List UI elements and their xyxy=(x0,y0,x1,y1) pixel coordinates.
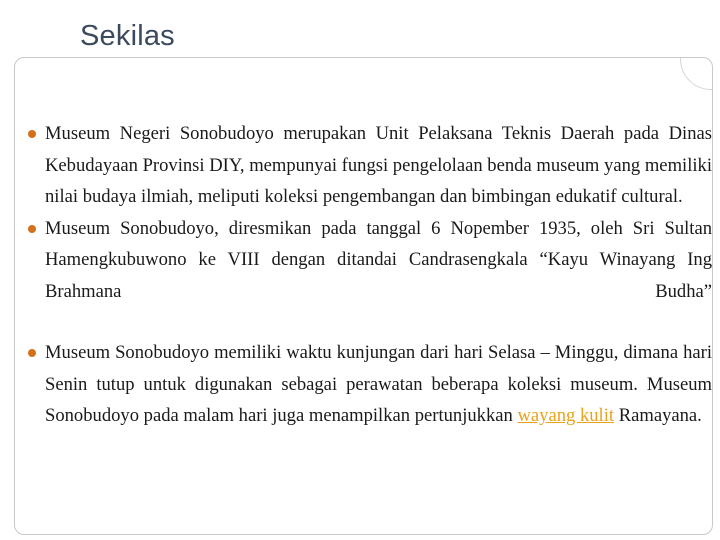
corner-decoration xyxy=(652,58,712,118)
bullet-text-3-after: Ramayana. xyxy=(614,405,702,426)
bullet-list xyxy=(25,118,712,432)
slide-title: Sekilas xyxy=(80,20,175,52)
bullet-dot-icon xyxy=(28,225,36,233)
bullet-text-3-before: Museum Sonobudoyo memiliki waktu kunjungan dari hari Selasa – Minggu, dimana hari Senin tutup untuk digunakan sebagai perawatan beberapa koleksi museum. Museum Sonobudoyo pada malam hari juga menampilkan pertunjukkan xyxy=(45,342,712,426)
content-frame xyxy=(14,57,713,535)
bullet-item-1 xyxy=(25,118,712,213)
bullet-item-3 xyxy=(25,337,712,432)
bullet-dot-icon xyxy=(28,349,36,357)
wayang-kulit-link[interactable]: wayang kulit xyxy=(517,405,615,426)
bullet-dot-icon xyxy=(28,130,36,138)
bullet-item-2 xyxy=(25,213,712,308)
bullet-text-1: Museum Negeri Sonobudoyo merupakan Unit Pelaksana Teknis Daerah pada Dinas Kebudayaan Provinsi DIY, mempunyai fungsi pengelolaan benda museum yang memiliki nilai budaya ilmiah, meliputi koleksi pengembangan dan bimbingan edukatif cultural. xyxy=(45,123,712,207)
bullet-text-2: Museum Sonobudoyo, diresmikan pada tanggal 6 Nopember 1935, oleh Sri Sultan Hamengkubuwono ke VIII dengan ditandai Candrasengkala “Kayu Winayang Ing Brahmana Budha” xyxy=(45,217,712,302)
